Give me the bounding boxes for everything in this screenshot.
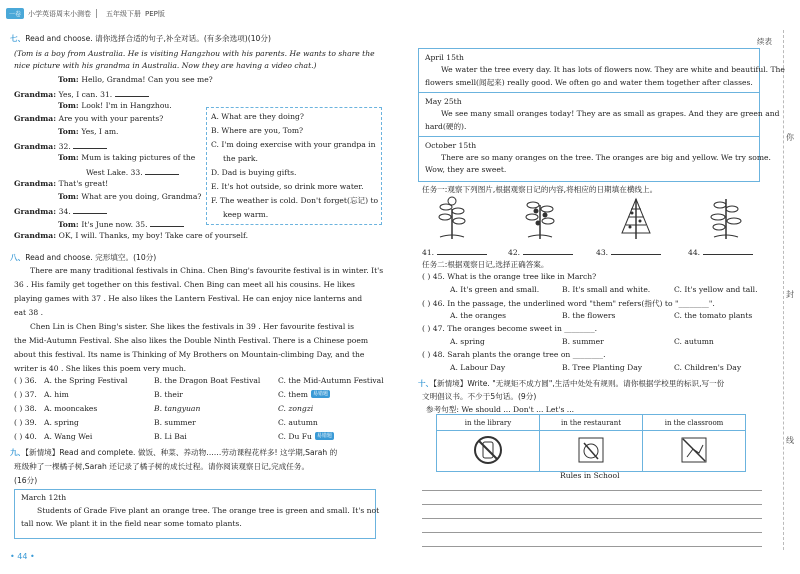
option: A. What are they doing? [211, 112, 304, 121]
dialogue-line: Grandma: That's great! [14, 179, 109, 188]
speaker: Grandma [14, 231, 54, 240]
mc-option-c[interactable]: C. It's yellow and tall. [674, 285, 758, 294]
mc-options [422, 311, 762, 324]
dialogue-line: Grandma: Are you with your parents? [14, 114, 164, 123]
option: F. The weather is cold. Don't forget(忘记) to [211, 196, 379, 205]
dialogue-line: Grandma: Yes, I can. 31. [14, 88, 200, 101]
passage-line: There are many traditional festivals in China. Chen Bing's favourite festival is in winter. It's [30, 266, 384, 275]
speech: Yes, I can. 31. [58, 90, 113, 99]
pic-number: 43. [596, 248, 609, 257]
diary-line [425, 77, 753, 89]
diary-line: tall now. We plant it in the field near some tomato plants. [21, 519, 242, 528]
choice-a[interactable]: A. him [44, 390, 69, 399]
sec7-intro-1: (Tom is a boy from Australia. He is visiting Hangzhou with his parents. He wants to share the [14, 49, 375, 58]
option: keep warm. [223, 210, 269, 219]
pic-blank [688, 246, 753, 257]
passage-line: playing games with 37 . He also likes the Lantern Festival. He can enjoy nice lanterns and [14, 294, 363, 303]
speech: 32. [58, 142, 71, 151]
diary-april [419, 49, 785, 93]
speaker: Tom [58, 75, 76, 84]
grade-label: 五年级下册 [106, 9, 142, 18]
mc-option-a[interactable]: A. It's green and small. [450, 285, 540, 294]
answer-blank[interactable] [145, 166, 179, 175]
speaker: Grandma [14, 207, 54, 216]
task2-questions [422, 272, 762, 376]
dialogue-line: Tom: Look! I'm in Hangzhou. [58, 101, 172, 110]
passage-line: Chen Lin is Chen Bing's sister. She likes the festivals in 39 . Her favourite festival is [30, 322, 354, 331]
option: D. Dad is buying gifts. [211, 168, 297, 177]
choice-number[interactable]: ( ) 39. [14, 418, 37, 427]
choice-a[interactable]: A. mooncakes [44, 404, 98, 413]
speech: That's great! [58, 179, 109, 188]
sec9-num: 九、 [10, 448, 26, 457]
answer-blank[interactable] [150, 218, 184, 227]
speech: West Lake. 33. [86, 168, 143, 177]
choice-c[interactable]: C. Du Fu [278, 432, 312, 441]
choice-b[interactable]: B. Li Bai [154, 432, 187, 441]
edition-label: PEP版 [145, 9, 165, 18]
pic-number: 42. [508, 248, 521, 257]
speaker: Grandma [14, 114, 54, 123]
speech: OK, I will. Thanks, my boy! Take care of yourself. [58, 231, 248, 240]
dialogue-line: Grandma: OK, I will. Thanks, my boy! Take care of yourself. [14, 231, 248, 240]
sec10-title: 【新情境】Write. "无规矩不成方圆",生活中处处有规则。请你根据学校里的标识,写一份 [433, 379, 725, 388]
option: E. It's hot outside, so drink more water. [211, 182, 364, 191]
speaker: Tom [58, 153, 76, 162]
passage-line: 36 . His family get together on this festival. Chen Bing can meet all his cousins. He likes [14, 280, 355, 289]
brand-logo: 一卷 [6, 8, 24, 19]
sec8-choices [14, 376, 386, 446]
answer-blank[interactable] [115, 88, 149, 97]
dialogue-line: Tom: What are you doing, Grandma? [58, 192, 202, 201]
speaker: Tom [58, 220, 76, 229]
sec7-options-box [206, 107, 382, 225]
mc-options [422, 285, 762, 298]
answer-blank[interactable] [523, 246, 573, 255]
speech: What are you doing, Grandma? [81, 192, 202, 201]
no-running-sign-icon [679, 435, 709, 465]
mc-option-a[interactable]: A. the oranges [450, 311, 507, 320]
sign-cell [643, 431, 746, 472]
answer-blank[interactable] [73, 205, 107, 214]
answer-blank[interactable] [703, 246, 753, 255]
choice-a[interactable]: A. the Spring Festival [44, 376, 128, 385]
choice-row [14, 432, 386, 446]
mc-question[interactable]: ( ) 47. The oranges become sweet in ________. [422, 324, 598, 333]
sign-label-classroom: in the classroom [643, 415, 746, 431]
sign-label-library: in the library [437, 415, 540, 431]
pic-blank [508, 246, 596, 257]
sign-label-restaurant: in the restaurant [540, 415, 643, 431]
diary-date: April 15th [425, 53, 464, 62]
binding-line [783, 30, 784, 550]
choice-a[interactable]: A. Wang Wei [44, 432, 93, 441]
speaker: Grandma [14, 179, 54, 188]
choice-b[interactable]: B. tangyuan [154, 404, 201, 413]
sec8-heading [10, 252, 156, 263]
passage-line: about this festival. Its name is Thinking of My Brothers on Mountain-climbing Day, and the [14, 350, 365, 359]
diary-may [419, 93, 780, 137]
choice-c[interactable]: C. the Mid-Autumn Festival [278, 376, 384, 385]
signs-table [436, 414, 746, 472]
no-food-waste-sign-icon [576, 435, 606, 465]
sec8-passage [14, 266, 386, 378]
sec7-heading [10, 33, 271, 44]
task1-instruction: 任务一:观察下列图片,根据观察日记的内容,将相应的日期填在横线上。 [422, 185, 658, 194]
answer-blank[interactable] [611, 246, 661, 255]
task2-instruction: 任务二:根据观察日记,选择正确答案。 [422, 260, 549, 269]
choice-number[interactable]: ( ) 37. [14, 390, 37, 399]
choice-number[interactable]: ( ) 36. [14, 376, 37, 385]
tricky-tag: 易错题 [313, 391, 329, 397]
choice-b[interactable]: B. summer [154, 418, 196, 427]
choice-b[interactable]: B. the Dragon Boat Festival [154, 376, 261, 385]
speech: Are you with your parents? [58, 114, 164, 123]
mc-option-b[interactable]: B. Tree Planting Day [562, 363, 643, 372]
mc-option-b[interactable]: B. summer [562, 337, 604, 346]
side-char-1: 你 [786, 133, 794, 142]
choice-row [14, 390, 386, 404]
option: the park. [223, 154, 258, 163]
diary-box-right [418, 48, 785, 182]
speech: Mum is taking pictures of the [81, 153, 196, 162]
mc-option-c[interactable]: C. Children's Day [674, 363, 742, 372]
fruit-tree-icon [520, 195, 560, 239]
writing-line[interactable] [422, 532, 762, 533]
sec8-title: Read and choose. 完形填空。(10分) [25, 253, 157, 262]
mc-options [422, 337, 762, 350]
mc-option-a[interactable]: A. spring [450, 337, 485, 346]
diary-line: There are so many oranges on the tree. The oranges are big and yellow. We try some. [441, 153, 771, 162]
speech: 34. [58, 207, 71, 216]
diary-march [14, 489, 380, 539]
choice-row [14, 376, 386, 390]
choice-c[interactable]: C. zongzi [278, 404, 314, 413]
sec8-num: 八、 [10, 253, 26, 262]
dialogue-line: Grandma: 34. [14, 205, 200, 218]
speaker: Grandma [14, 90, 54, 99]
speech: Hello, Grandma! Can you see me? [81, 75, 213, 84]
speaker: Grandma [14, 142, 54, 151]
sec9-heading-2: 班级种了一棵橘子树,Sarah 还记录了橘子树的成长过程。请你阅读观察日记,完成任务。 [14, 462, 310, 471]
dialogue-line: Tom: Yes, I am. [58, 127, 119, 136]
choice-a[interactable]: A. spring [44, 418, 79, 427]
answer-blank[interactable] [437, 246, 487, 255]
page-number: • 44 • [10, 552, 35, 561]
choice-row [14, 418, 386, 432]
speech: It's June now. 35. [81, 220, 148, 229]
speaker: Tom [58, 127, 76, 136]
answer-blank[interactable] [73, 140, 107, 149]
sec7-num: 七、 [10, 34, 26, 43]
mc-option-b[interactable]: B. the flowers [562, 311, 616, 320]
big-tree-icon [706, 195, 746, 239]
diary-line: We see many small oranges today! They are as small as grapes. And they are green and [441, 109, 780, 118]
diary-line: hard(硬的). [425, 122, 467, 131]
picture-blanks [422, 246, 762, 257]
mc-question[interactable]: ( ) 48. Sarah plants the orange tree on ________. [422, 350, 606, 359]
diary-line: We water the tree every day. It has lots of flowers now. They are white and beautiful. The [441, 65, 785, 74]
choice-b[interactable]: B. their [154, 390, 183, 399]
mc-option-a[interactable]: A. Labour Day [450, 363, 506, 372]
writing-line[interactable] [422, 504, 762, 505]
choice-row [14, 404, 386, 418]
sec10-num: 十、 [418, 379, 434, 388]
tricky-tag: 易错题 [316, 433, 332, 439]
diary-line-text: flowers smell(闻起来) really good. We often go and water them together after classes. [425, 78, 753, 87]
mc-option-c[interactable]: C. the tomato plants [674, 311, 753, 320]
sign-cell [540, 431, 643, 472]
rules-title: Rules in School [560, 471, 620, 480]
choice-c[interactable]: C. autumn [278, 418, 318, 427]
book-title: 小学英语周末小测卷 [28, 9, 92, 18]
header-bar [6, 8, 165, 19]
dialogue-line [14, 166, 200, 179]
choice-number[interactable]: ( ) 40. [14, 432, 37, 441]
choice-number[interactable]: ( ) 38. [14, 404, 37, 413]
page-number-value: 44 [17, 552, 28, 561]
mc-option-b[interactable]: B. It's small and white. [562, 285, 651, 294]
dialogue-line: Tom: It's June now. 35. [14, 218, 200, 231]
flower-tree-icon [616, 195, 656, 239]
sec9-heading-3: (16分) [14, 476, 38, 485]
pic-blank [596, 246, 688, 257]
diary-date: October 15th [425, 141, 477, 150]
diary-october [419, 137, 771, 180]
speaker: Tom [58, 101, 76, 110]
dialogue-line: Grandma: 32. [14, 140, 200, 153]
passage-line: the Mid-Autumn Festival. She also likes the Double Ninth Festival. There is a Chinese poem [14, 336, 369, 345]
sec10-heading-2: 文明倡议书。不少于5句话。(9分) [422, 392, 537, 401]
writing-line[interactable] [422, 518, 762, 519]
divider [96, 9, 97, 18]
sentence-pattern: 参考句型: We should ... Don't ... Let's ... [426, 405, 575, 414]
mc-option-c[interactable]: C. autumn [674, 337, 714, 346]
option: B. Where are you, Tom? [211, 126, 304, 135]
tree-pictures [422, 195, 762, 249]
sec7-title: Read and choose. 请你选择合适的句子,补全对话。(有多余选项)(10分) [25, 34, 271, 43]
speech: Look! I'm in Hangzhou. [81, 101, 172, 110]
speech: Yes, I am. [81, 127, 119, 136]
sec9-title: 【新情境】Read and complete. 做饭、种菜、养动物……劳动课程花样多! 这学期,Sarah 的 [25, 448, 338, 457]
writing-line[interactable] [422, 490, 762, 491]
mc-question[interactable]: ( ) 45. What is the orange tree like in March? [422, 272, 597, 281]
sec9-heading-1 [10, 447, 337, 458]
no-phone-sign-icon [473, 435, 503, 465]
diary-line: Students of Grade Five plant an orange tree. The orange tree is green and small. It's not [37, 506, 380, 515]
dialogue-line: Tom: Hello, Grandma! Can you see me? [58, 75, 213, 84]
sign-cell [437, 431, 540, 472]
side-char-3: 线 [786, 436, 794, 445]
small-tree-icon [432, 195, 472, 239]
diary-date: May 25th [425, 97, 462, 106]
diary-date: March 12th [21, 493, 67, 502]
continue-label: 续表 [757, 37, 772, 46]
passage-line: eat 38 . [14, 308, 43, 317]
side-char-2: 封 [786, 290, 794, 299]
speaker: Tom [58, 192, 76, 201]
sec10-heading-1 [418, 378, 724, 389]
sec7-intro-2: nice picture with his grandma in Australia. Now they are having a video chat.) [14, 61, 317, 70]
mc-options [422, 363, 762, 376]
writing-line[interactable] [422, 546, 762, 547]
choice-c[interactable]: C. them [278, 390, 309, 399]
mc-question[interactable]: ( ) 46. In the passage, the underlined word "them" refers(指代) to "________". [422, 299, 715, 308]
option: C. I'm doing exercise with your grandpa in [211, 140, 376, 149]
pic-blank [422, 246, 508, 257]
pic-number: 44. [688, 248, 701, 257]
dialogue-line: Tom: Mum is taking pictures of the [58, 153, 196, 162]
diary-line: Wow, they are sweet. [425, 165, 507, 174]
passage-line: writer is 40 . She likes this poem very much. [14, 364, 187, 373]
pic-number: 41. [422, 248, 435, 257]
